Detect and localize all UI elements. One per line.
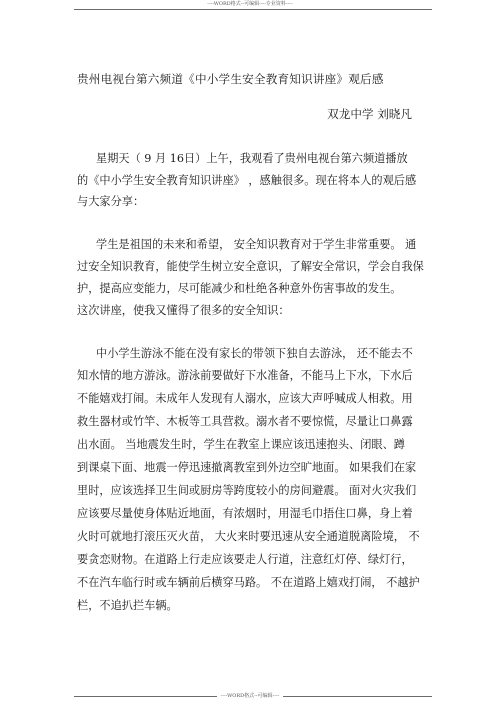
paragraph-line: 火时可就地打滚压灭火苗， 大火来时要迅速从安全通道脱离险境， 不	[77, 530, 420, 543]
paragraph-line: 应该要尽量使身体贴近地面，有浓烟时，用湿毛巾捂住口鼻，身上着	[77, 507, 413, 520]
paragraph-line: 不能嬉戏打闹。未成年人发现有人溺水，应该大声呼喊成人相救。用	[77, 392, 413, 405]
paragraph-line: 知水情的地方游泳。游泳前要做好下水准备，不能马上下水，下水后	[77, 369, 413, 382]
paragraph-line: 过安全知识教育，能使学生树立安全意识，了解安全常识，学会自我保	[77, 260, 424, 273]
paragraph-line: 与大家分享：	[77, 195, 145, 208]
document-title: 贵州电视台第六频道《中小学生安全教育知识讲座》观后感	[77, 72, 384, 86]
paragraph-line: 出水面。 当地震发生时，学生在教室上课应该迅速抱头、闭眼、蹲	[77, 438, 405, 451]
page-header-text: ----WORD格式--可编辑----专业资料----	[203, 1, 296, 7]
paragraph-line: 里时，应该选择卫生间或厨房等跨度较小的房间避震。 面对火灾我们	[77, 484, 417, 497]
page-header	[0, 0, 500, 8]
paragraph-line: 不在汽车临行时或车辆前后横穿马路。 不在道路上嬉戏打闹， 不越护	[77, 576, 420, 589]
paragraph-line: 星期天（ 9 月 16日）上午，我观看了贵州电视台第六频道播放	[96, 152, 408, 165]
paragraph-line: 学生是祖国的未来和希望， 安全知识教育对于学生非常重要。 通	[96, 238, 417, 251]
paragraph-line: 栏，不追扒拦车辆。	[77, 599, 178, 612]
paragraph-line: 救生器材或竹竿、木板等工具营救。溺水者不要惊慌，尽量让口鼻露	[77, 415, 413, 428]
paragraph-line: 要贪恋财物。在道路上行走应该要走人行道，注意红灯停、绿灯行，	[77, 553, 413, 566]
page-footer-text: ----WORD格式--可编辑----	[217, 693, 284, 699]
paragraph-line: 的《中小学生安全教育知识讲座》 ，感触很多。现在将本人的观后感	[77, 174, 417, 187]
paragraph-line: 护，提高应变能力，尽可能减少和杜绝各种意外伤害事故的发生。	[77, 282, 402, 295]
paragraph-line: 这次讲座，使我又懂得了很多的安全知识：	[77, 304, 290, 317]
header-rule	[74, 9, 432, 10]
paragraph-line: 到课桌下面、地震一停迅速撤离教室到外边空旷地面。 如果我们在家	[77, 461, 417, 474]
page-footer	[0, 692, 500, 700]
document-author: 双龙中学 刘晓凡	[327, 107, 412, 121]
paragraph-line: 中小学生游泳不能在没有家长的带领下独自去游泳， 还不能去不	[96, 347, 413, 360]
